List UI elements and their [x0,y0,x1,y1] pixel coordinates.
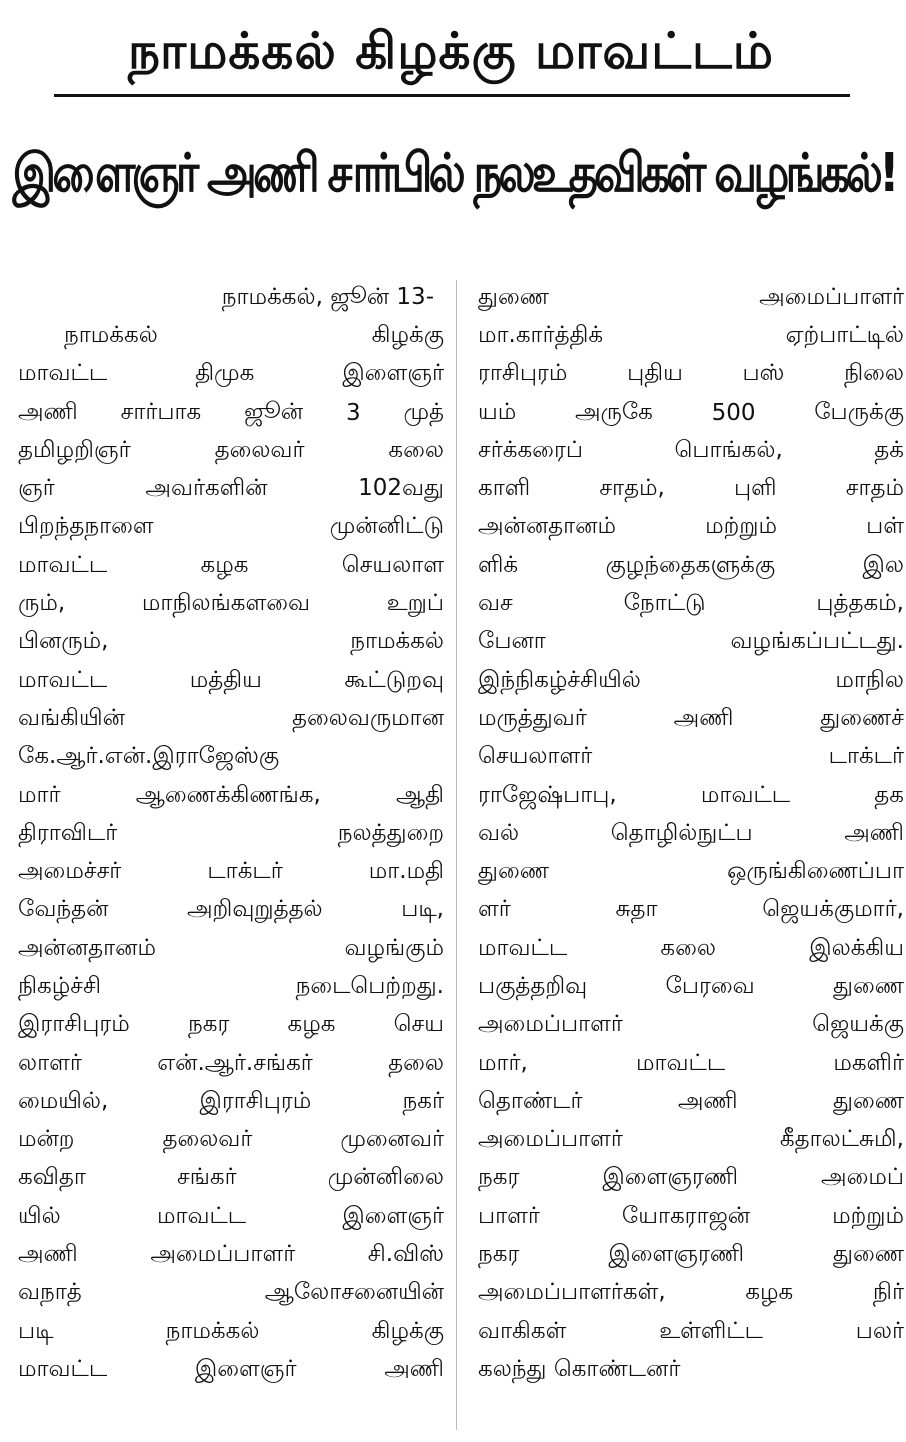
article-line: யம் அருகே 500 பேருக்கு [478,398,904,427]
article-line: காளி சாதம், புளி சாதம் [478,475,904,502]
article-line: அமைப்பாளர் ஜெயக்கு [478,1011,904,1038]
article-line: மன்ற தலைவர் முனைவர் [18,1126,444,1153]
article-line: செயலாளர் டாக்டர் [478,743,904,770]
article-line: வல் தொழில்நுட்ப அணி [478,819,904,846]
article-line: ளிக் குழந்தைகளுக்கு இல [478,551,904,578]
article-line: நகர இளைஞரணி துணை [478,1241,904,1268]
article-line: அன்னதானம் வழங்கும் [18,934,444,961]
article-line: வேந்தன் அறிவுறுத்தல் படி, [18,896,444,923]
article-line: வாகிகள் உள்ளிட்ட பலர் [478,1317,904,1344]
article-line: லாளர் என்.ஆர்.சங்கர் தலை [18,1049,444,1076]
article-line: நிகழ்ச்சி நடைபெற்றது. [18,972,444,999]
article-line: அமைப்பாளர்கள், கழக நிர் [478,1279,904,1306]
article-line: பாளர் யோகராஜன் மற்றும் [478,1202,904,1229]
article-line: மாவட்ட திமுக இளைஞர் [18,360,444,387]
article-line: யில் மாவட்ட இளைஞர் [18,1202,444,1229]
kicker-heading: நாமக்கல் கிழக்கு மாவட்டம் [127,22,775,80]
article-line: துணை ஒருங்கிணைப்பா [478,858,904,885]
article-line: மருத்துவர் அணி துணைச் [478,704,904,731]
article-line: மாவட்ட இளைஞர் அணி [18,1355,444,1382]
article-line: ராஜேஷ்பாபு, மாவட்ட தக [478,781,904,808]
article-line: அணி சார்பாக ஜூன் 3 முத் [18,398,444,427]
article-line: நாமக்கல், ஜூன் 13- [221,283,434,310]
article-line: சர்க்கரைப் பொங்கல், தக் [478,436,904,463]
article-line: மா.கார்த்திக் ஏற்பாட்டில் [478,321,904,348]
article-line: பகுத்தறிவு பேரவை துணை [478,972,904,999]
article-line: அமைச்சர் டாக்டர் மா.மதி [18,858,444,885]
column-divider [456,280,457,1430]
article-column-right [478,279,904,1439]
article-line: ளர் சுதா ஜெயக்குமார், [478,896,904,923]
main-headline: இளைஞர் அணி சார்பில் நலஉதவிகள் வழங்கல்! [12,140,896,204]
article-line: தமிழறிஞர் தலைவர் கலை [18,436,444,463]
article-line: நாமக்கல் கிழக்கு [64,321,444,348]
article-line: படி நாமக்கல் கிழக்கு [18,1317,444,1344]
article-line: ராசிபுரம் புதிய பஸ் நிலை [478,360,904,387]
article-line: அணி அமைப்பாளர் சி.விஸ் [18,1241,444,1268]
article-line: இந்நிகழ்ச்சியில் மாநில [478,666,904,693]
article-line: அன்னதானம் மற்றும் பள் [478,513,904,540]
article-line: ஞர் அவர்களின் 102வது [18,475,444,502]
article-line: மாவட்ட கழக செயலாள [18,551,444,578]
article-line: கலந்து கொண்டனர் [478,1355,681,1382]
article-line: வச நோட்டு புத்தகம், [478,590,904,617]
article-line: அமைப்பாளர் கீதாலட்சுமி, [478,1126,904,1153]
article-line: மாவட்ட மத்திய கூட்டுறவு [18,666,444,693]
article-line: மையில், இராசிபுரம் நகர் [18,1087,444,1114]
article-line: கே.ஆர்.என்.இராஜேஸ்கு [18,743,280,770]
article-line: பினரும், நாமக்கல் [18,628,444,655]
article-column-left [18,279,444,1439]
article-line: வங்கியின் தலைவருமான [18,704,444,731]
article-line: தொண்டர் அணி துணை [478,1087,904,1114]
article-line: துணை அமைப்பாளர் [478,283,904,310]
article-line: இராசிபுரம் நகர கழக செய [18,1011,444,1038]
article-line: வநாத் ஆலோசனையின் [18,1279,444,1306]
article-line: பேனா வழங்கப்பட்டது. [478,628,904,655]
article-line: ரும், மாநிலங்களவை உறுப் [18,590,444,617]
article-line: திராவிடர் நலத்துறை [18,819,444,846]
article-line: மார் ஆணைக்கிணங்க, ஆதி [18,781,444,808]
article-line: கவிதா சங்கர் முன்னிலை [18,1164,444,1191]
article-line: மாவட்ட கலை இலக்கிய [478,934,904,961]
article-line: நகர இளைஞரணி அமைப் [478,1164,904,1191]
article-line: பிறந்தநாளை முன்னிட்டு [18,513,444,540]
article-line: மார், மாவட்ட மகளிர் [478,1049,904,1076]
